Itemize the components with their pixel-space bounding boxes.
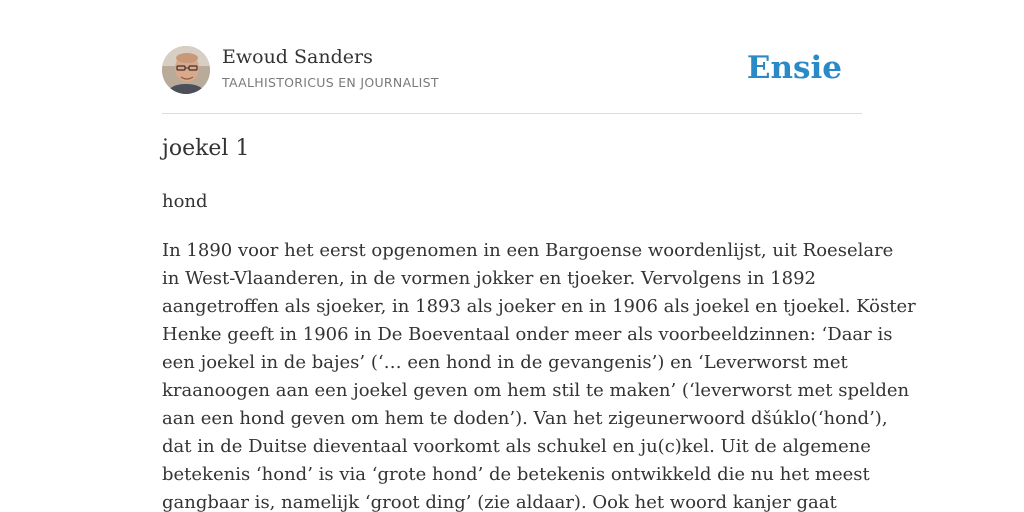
author-name[interactable]: Ewoud Sanders — [222, 46, 373, 68]
entry-title: joekel 1 — [162, 136, 250, 161]
avatar-photo-icon — [162, 46, 210, 94]
entry-body-line: in West-Vlaanderen, in de vormen jokker en tjoeker. Vervolgens in 1892 — [162, 268, 816, 289]
ensie-logo[interactable]: Ensie — [746, 50, 842, 86]
entry-body-line: dat in de Duitse dieventaal voorkomt als schukel en ju(c)kel. Uit de algemene — [162, 436, 871, 457]
entry-body — [162, 237, 916, 512]
author-header — [162, 46, 862, 96]
entry-meaning: hond — [162, 191, 208, 212]
author-role: TAALHISTORICUS EN JOURNALIST — [222, 75, 439, 90]
header-divider — [162, 113, 862, 114]
entry-body-line: In 1890 voor het eerst opgenomen in een Bargoense woordenlijst, uit Roeselare — [162, 240, 894, 261]
entry-body-line: een joekel in de bajes’ (‘… een hond in de gevangenis’) en ‘Leverworst met — [162, 352, 848, 373]
entry-body-line: gangbaar is, namelijk ‘groot ding’ (zie aldaar). Ook het woord kanjer gaat — [162, 492, 837, 512]
entry-body-line: aan een hond geven om hem te doden’). Van het zigeunerwoord dšúklo(‘hond’), — [162, 408, 888, 429]
entry-body-line: betekenis ‘hond’ is via ‘grote hond’ de betekenis ontwikkeld die nu het meest — [162, 464, 870, 485]
author-avatar[interactable] — [162, 46, 210, 94]
entry-body-line: Henke geeft in 1906 in De Boeventaal onder meer als voorbeeldzinnen: ‘Daar is — [162, 324, 893, 345]
entry-body-line: kraanoogen aan een joekel geven om hem stil te maken’ (‘leverworst met spelden — [162, 380, 910, 401]
entry-body-line: aangetroffen als sjoeker, in 1893 als joeker en in 1906 als joekel en tjoekel. Köster — [162, 296, 916, 317]
